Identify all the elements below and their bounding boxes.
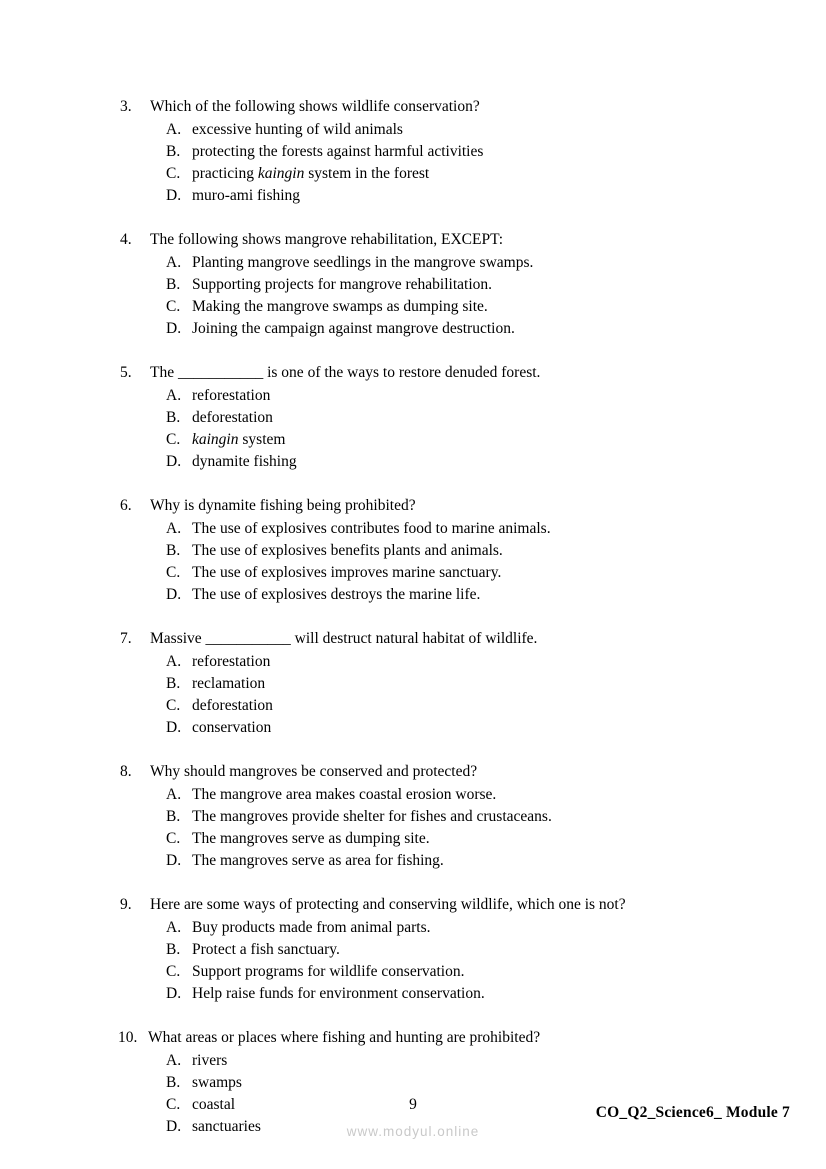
choice-list bbox=[118, 518, 758, 606]
choice-letter: C. bbox=[166, 830, 181, 847]
choice-text: protecting the forests against harmful activities bbox=[192, 143, 484, 160]
question-line bbox=[118, 628, 758, 650]
question-text: Massive ___________ will destruct natural habitat of wildlife. bbox=[150, 630, 538, 647]
choice-text bbox=[192, 429, 758, 451]
choice-option[interactable] bbox=[118, 961, 758, 983]
choice-text: Planting mangrove seedlings in the mangrove swamps. bbox=[192, 254, 534, 271]
choice-letter: A. bbox=[166, 121, 182, 138]
choice-text: The use of explosives benefits plants and animals. bbox=[192, 542, 503, 559]
choice-text: The mangroves provide shelter for fishes and crustaceans. bbox=[192, 808, 552, 825]
question-line bbox=[118, 894, 758, 916]
question-block bbox=[118, 894, 758, 1005]
question-number: 9. bbox=[120, 896, 132, 913]
question-text: The following shows mangrove rehabilitation, EXCEPT: bbox=[150, 231, 504, 248]
choice-text: reclamation bbox=[192, 675, 266, 692]
question-number: 7. bbox=[120, 630, 132, 647]
choice-text: Help raise funds for environment conservation. bbox=[192, 985, 485, 1002]
question-block bbox=[118, 495, 758, 606]
choice-list bbox=[118, 385, 758, 473]
choice-letter: C. bbox=[166, 564, 181, 581]
question-number: 3. bbox=[120, 98, 132, 115]
question-number: 4. bbox=[120, 231, 132, 248]
choice-letter: B. bbox=[166, 808, 181, 825]
choice-letter: A. bbox=[166, 1052, 182, 1069]
choice-letter: C. bbox=[166, 1096, 181, 1113]
choice-list bbox=[118, 252, 758, 340]
choice-letter: C. bbox=[166, 431, 181, 448]
question-line bbox=[118, 229, 758, 251]
choice-letter: D. bbox=[166, 719, 182, 736]
question-line bbox=[118, 1027, 758, 1049]
choice-letter: C. bbox=[166, 697, 181, 714]
choice-text: Protect a fish sanctuary. bbox=[192, 941, 340, 958]
question-block bbox=[118, 229, 758, 340]
choice-option[interactable] bbox=[118, 828, 758, 850]
question-number: 6. bbox=[120, 497, 132, 514]
choice-text: swamps bbox=[192, 1074, 242, 1091]
page-number: 9 bbox=[409, 1096, 417, 1113]
choice-option[interactable] bbox=[118, 983, 758, 1005]
choice-letter: A. bbox=[166, 919, 182, 936]
choice-text: The mangrove area makes coastal erosion worse. bbox=[192, 786, 497, 803]
choice-text: conservation bbox=[192, 719, 272, 736]
choice-text: Joining the campaign against mangrove destruction. bbox=[192, 320, 515, 337]
choice-letter: B. bbox=[166, 675, 181, 692]
choice-option[interactable] bbox=[118, 540, 758, 562]
choice-text: muro-ami fishing bbox=[192, 187, 301, 204]
choice-text-emphasis: kaingin bbox=[192, 431, 239, 448]
choice-text-emphasis: kaingin bbox=[257, 165, 305, 182]
choice-option[interactable] bbox=[118, 518, 758, 540]
question-block bbox=[118, 628, 758, 739]
choice-text bbox=[192, 163, 758, 185]
choice-letter: C. bbox=[166, 298, 181, 315]
choice-text: Buy products made from animal parts. bbox=[192, 919, 431, 936]
choice-option[interactable] bbox=[118, 185, 758, 207]
choice-option[interactable] bbox=[118, 673, 758, 695]
choice-text: Supporting projects for mangrove rehabilitation. bbox=[192, 276, 493, 293]
choice-text: deforestation bbox=[192, 409, 273, 426]
question-line bbox=[118, 761, 758, 783]
choice-option[interactable] bbox=[118, 939, 758, 961]
question-number: 10. bbox=[118, 1029, 138, 1046]
choice-option[interactable] bbox=[118, 451, 758, 473]
question-line bbox=[118, 362, 758, 384]
choice-letter: B. bbox=[166, 409, 181, 426]
choice-text: Support programs for wildlife conservation. bbox=[192, 963, 465, 980]
choice-option[interactable] bbox=[118, 385, 758, 407]
choice-option[interactable] bbox=[118, 318, 758, 340]
choice-list bbox=[118, 917, 758, 1005]
choice-text: The use of explosives improves marine sanctuary. bbox=[192, 564, 502, 581]
choice-letter: D. bbox=[166, 1118, 182, 1135]
watermark: www.modyul.online bbox=[346, 1124, 480, 1139]
choice-option[interactable] bbox=[118, 1072, 758, 1094]
question-block bbox=[118, 96, 758, 207]
choice-option[interactable] bbox=[118, 850, 758, 872]
choice-text-post: system bbox=[238, 431, 286, 448]
choice-text: The mangroves serve as area for fishing. bbox=[192, 852, 444, 869]
choice-list bbox=[118, 651, 758, 739]
choice-letter: D. bbox=[166, 985, 182, 1002]
choice-text: Making the mangrove swamps as dumping site. bbox=[192, 298, 488, 315]
choice-option[interactable] bbox=[118, 695, 758, 717]
choice-option[interactable] bbox=[118, 429, 758, 451]
choice-letter: A. bbox=[166, 520, 182, 537]
choice-letter: C. bbox=[166, 963, 181, 980]
choice-letter: A. bbox=[166, 653, 182, 670]
choice-option[interactable] bbox=[118, 252, 758, 274]
choice-option[interactable] bbox=[118, 717, 758, 739]
question-text: Which of the following shows wildlife conservation? bbox=[150, 98, 480, 115]
choice-letter: D. bbox=[166, 187, 182, 204]
question-text: Why is dynamite fishing being prohibited? bbox=[150, 497, 416, 514]
choice-letter: A. bbox=[166, 254, 182, 271]
choice-text: reforestation bbox=[192, 653, 271, 670]
choice-letter: A. bbox=[166, 387, 182, 404]
choice-option[interactable] bbox=[118, 274, 758, 296]
choice-letter: B. bbox=[166, 1074, 181, 1091]
footer-module-code: CO_Q2_Science6_ Module 7 bbox=[595, 1104, 790, 1121]
choice-text: The use of explosives contributes food to marine animals. bbox=[192, 520, 551, 537]
choice-text: coastal bbox=[192, 1096, 236, 1113]
question-text: Why should mangroves be conserved and protected? bbox=[150, 763, 478, 780]
choice-letter: B. bbox=[166, 143, 181, 160]
choice-option[interactable] bbox=[118, 407, 758, 429]
choice-option[interactable] bbox=[118, 141, 758, 163]
question-number: 8. bbox=[120, 763, 132, 780]
choice-option[interactable] bbox=[118, 1050, 758, 1072]
choice-list bbox=[118, 119, 758, 207]
choice-option[interactable] bbox=[118, 651, 758, 673]
choice-list bbox=[118, 784, 758, 872]
choice-text-pre: practicing bbox=[192, 165, 258, 182]
choice-text-post: system in the forest bbox=[304, 165, 430, 182]
choice-option[interactable] bbox=[118, 917, 758, 939]
choice-text: dynamite fishing bbox=[192, 453, 297, 470]
choice-letter: A. bbox=[166, 786, 182, 803]
choice-letter: D. bbox=[166, 453, 182, 470]
choice-letter: D. bbox=[166, 586, 182, 603]
choice-text: reforestation bbox=[192, 387, 271, 404]
choice-letter: B. bbox=[166, 542, 181, 559]
choice-text: sanctuaries bbox=[192, 1118, 261, 1135]
choice-option[interactable] bbox=[118, 163, 758, 185]
choice-option[interactable] bbox=[118, 784, 758, 806]
question-line bbox=[118, 96, 758, 118]
question-list bbox=[118, 96, 758, 1160]
question-text: The ___________ is one of the ways to restore denuded forest. bbox=[150, 364, 541, 381]
choice-letter: B. bbox=[166, 276, 181, 293]
question-block bbox=[118, 761, 758, 872]
choice-text: deforestation bbox=[192, 697, 273, 714]
choice-letter: C. bbox=[166, 165, 181, 182]
choice-letter: B. bbox=[166, 941, 181, 958]
question-text: Here are some ways of protecting and conserving wildlife, which one is not? bbox=[150, 896, 626, 913]
question-block bbox=[118, 362, 758, 473]
choice-text: The mangroves serve as dumping site. bbox=[192, 830, 430, 847]
question-text: What areas or places where fishing and hunting are prohibited? bbox=[148, 1029, 541, 1046]
choice-option[interactable] bbox=[118, 119, 758, 141]
choice-option[interactable] bbox=[118, 562, 758, 584]
question-line bbox=[118, 495, 758, 517]
choice-letter: D. bbox=[166, 320, 182, 337]
question-number: 5. bbox=[120, 364, 132, 381]
choice-text: The use of explosives destroys the marine life. bbox=[192, 586, 481, 603]
choice-option[interactable] bbox=[118, 806, 758, 828]
choice-letter: D. bbox=[166, 852, 182, 869]
choice-text: excessive hunting of wild animals bbox=[192, 121, 403, 138]
choice-text: rivers bbox=[192, 1052, 228, 1069]
choice-option[interactable] bbox=[118, 584, 758, 606]
choice-option[interactable] bbox=[118, 296, 758, 318]
